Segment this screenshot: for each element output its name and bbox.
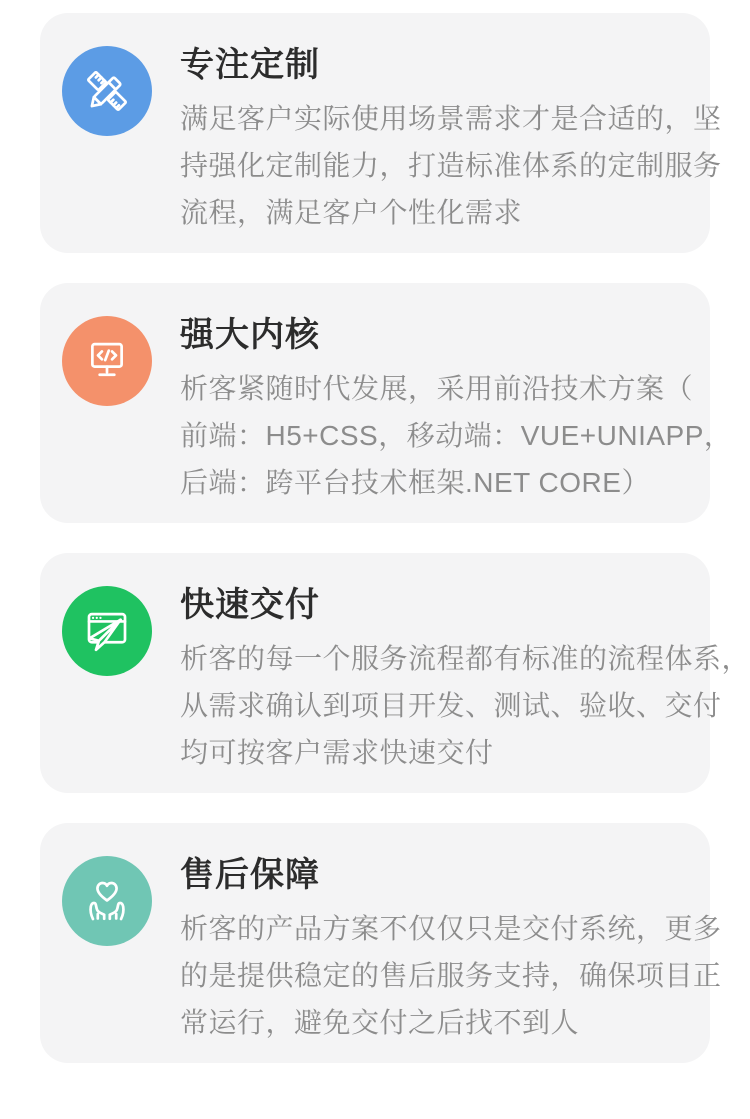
card-body-line: 均可按客户需求快速交付 [180, 737, 494, 768]
card-body-line: 后端：跨平台技术框架.NET CORE） [180, 467, 650, 498]
card-title: 专注定制 [180, 46, 320, 84]
card-title: 强大内核 [180, 316, 320, 354]
card-body-line: 的是提供稳定的售后服务支持，确保项目正 [180, 960, 722, 991]
card-content [180, 573, 750, 776]
card-content [180, 843, 722, 1046]
feature-card-core [40, 283, 733, 523]
card-title: 售后保障 [180, 856, 320, 894]
monitor-code-icon [62, 316, 152, 406]
hands-heart-icon [62, 856, 152, 946]
card-content [180, 303, 733, 506]
card-body-line: 析客的每一个服务流程都有标准的流程体系， [180, 643, 750, 674]
feature-card-delivery [40, 553, 750, 793]
card-body-line: 流程，满足客户个性化需求 [180, 197, 523, 228]
card-body-line: 满足客户实际使用场景需求才是合适的，坚 [180, 103, 722, 134]
card-title: 快速交付 [180, 586, 320, 624]
card-body-line: 前端：H5+CSS，移动端：VUE+UNIAPP， [180, 420, 733, 451]
card-content [180, 33, 722, 236]
card-body-line: 常运行，避免交付之后找不到人 [180, 1007, 580, 1038]
browser-paper-plane-icon [62, 586, 152, 676]
feature-card-customization [40, 13, 722, 253]
feature-card-aftersales [40, 823, 722, 1063]
card-body-line: 从需求确认到项目开发、测试、验收、交付 [180, 690, 722, 721]
card-body-line: 析客紧随时代发展，采用前沿技术方案（ [180, 373, 694, 404]
card-body-line: 持强化定制能力，打造标准体系的定制服务 [180, 150, 722, 181]
pencil-ruler-icon [62, 46, 152, 136]
card-body-line: 析客的产品方案不仅仅只是交付系统，更多 [180, 913, 722, 944]
